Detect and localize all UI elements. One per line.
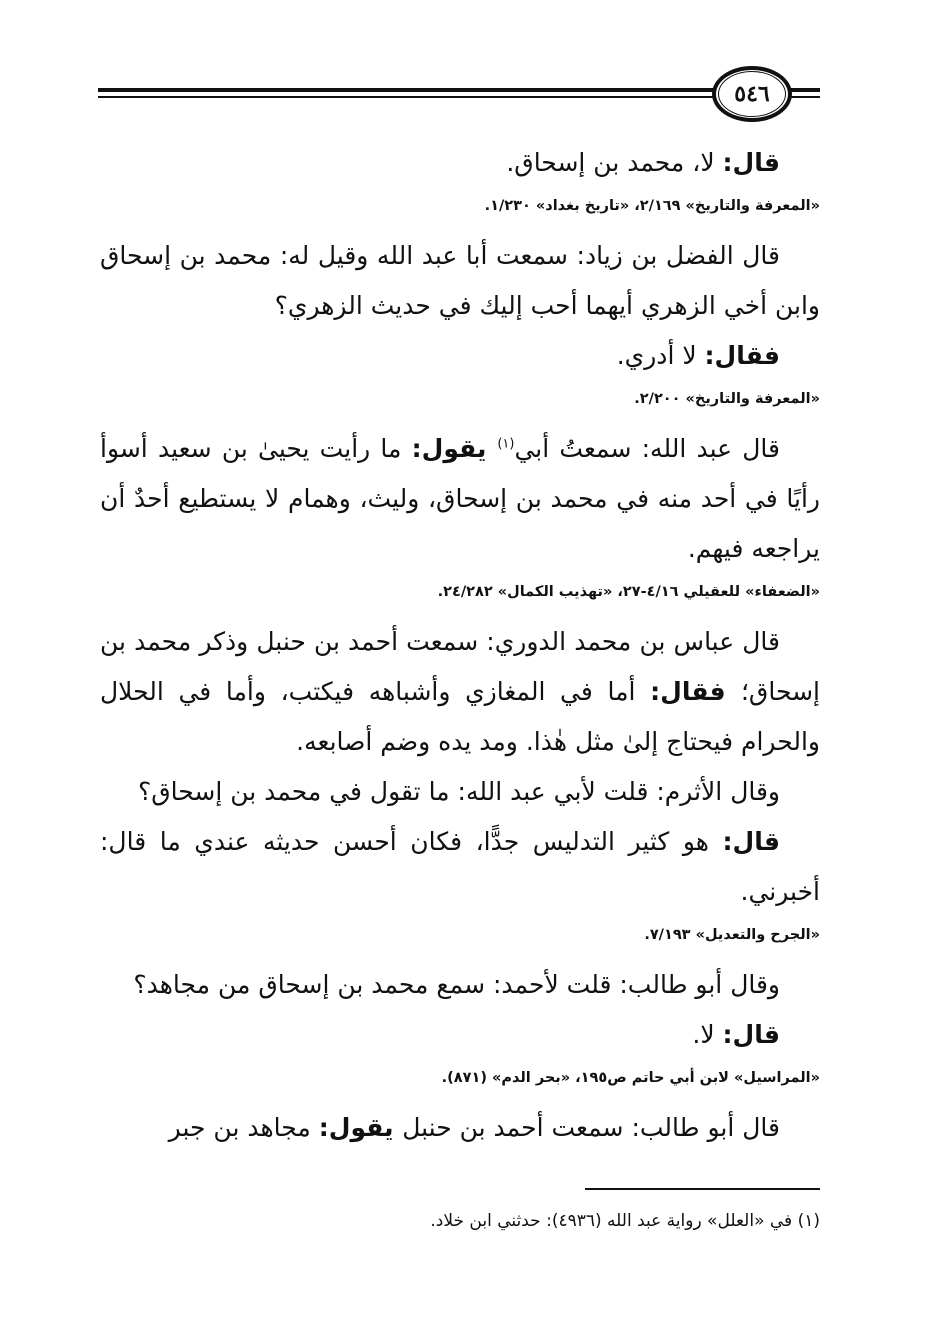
paragraph-text: لا. bbox=[692, 1020, 723, 1049]
speech-lead: يقول: bbox=[411, 434, 498, 463]
speech-lead: يقول: bbox=[318, 1113, 403, 1142]
paragraph-intro: قال عبد الله: سمعتُ أبي bbox=[514, 434, 780, 463]
paragraph-text: لا أدري. bbox=[616, 341, 705, 370]
paragraph-text: وقال أبو طالب: قلت لأحمد: سمع محمد بن إسحاق من مجاهد؟ bbox=[133, 970, 780, 999]
source-citation bbox=[100, 1068, 820, 1088]
source-citation bbox=[100, 582, 820, 602]
paragraph-intro: قال عباس بن محمد الدوري: سمعت أحمد بن حنبل وذكر محمد بن إسحاق؛ bbox=[100, 627, 820, 706]
page-number: ٥٤٦ bbox=[712, 66, 792, 122]
source-citation bbox=[100, 196, 820, 216]
paragraph-intro: قال أبو طالب: سمعت أحمد بن حنبل bbox=[402, 1113, 780, 1142]
header-rule-thin bbox=[98, 96, 715, 98]
source-citation bbox=[100, 389, 820, 409]
footnote: (١) في «العلل» رواية عبد الله (٤٩٣٦): حدثني ابن خلاد. bbox=[430, 1211, 820, 1231]
paragraph-text: مجاهد بن جبر bbox=[168, 1113, 319, 1142]
paragraph-text: هو كثير التدليس جدًّا، فكان أحسن حديثه عندي ما قال: أخبرني. bbox=[100, 827, 820, 906]
source-text: «المراسيل» لابن أبي حاتم ص١٩٥، «بحر الدم» (٨٧١). bbox=[441, 1070, 820, 1086]
page-number-ring bbox=[718, 71, 786, 117]
speech-lead: قال: bbox=[722, 148, 780, 177]
source-citation bbox=[100, 925, 820, 945]
paragraph-text: أما في المغازي وأشباهه فيكتب، وأما في الحلال والحرام فيحتاج إلىٰ مثل هٰذا. ومد يده وضم أصابعه. bbox=[100, 677, 820, 756]
paragraph bbox=[100, 617, 820, 767]
paragraph bbox=[100, 231, 820, 331]
header-rule-thick-right bbox=[790, 88, 820, 92]
paragraph bbox=[100, 1103, 820, 1153]
footnote-separator bbox=[585, 1188, 820, 1190]
paragraph bbox=[100, 767, 820, 817]
speech-lead: قال: bbox=[722, 1020, 780, 1049]
speech-lead: فقال: bbox=[704, 341, 780, 370]
header-rule-thick bbox=[98, 88, 715, 92]
source-text: «المعرفة والتاريخ» ٢/٢٠٠. bbox=[634, 391, 820, 407]
paragraph bbox=[100, 817, 820, 917]
source-text: «المعرفة والتاريخ» ٢/١٦٩، «تاريخ بغداد» ١/٢٣٠. bbox=[484, 198, 820, 214]
paragraph bbox=[100, 331, 820, 381]
source-text: «الضعفاء» للعقيلي ٤/١٦-٢٧، «تهذيب الكمال» ٢٤/٢٨٢. bbox=[437, 584, 820, 600]
paragraph bbox=[100, 424, 820, 574]
paragraph bbox=[100, 1010, 820, 1060]
paragraph-text: وقال الأثرم: قلت لأبي عبد الله: ما تقول في محمد بن إسحاق؟ bbox=[137, 777, 780, 806]
paragraph-text: ما رأيت يحيىٰ بن سعيد أسوأ رأيًا في أحد منه في محمد بن إسحاق، وليث، وهمام لا يستطيع أحدٌ أن يراجعه فيهم. bbox=[100, 434, 820, 563]
paragraph-text: قال الفضل بن زياد: سمعت أبا عبد الله وقيل له: محمد بن إسحاق وابن أخي الزهري أيهما أحب إليك في حديث الزهري؟ bbox=[100, 241, 820, 320]
paragraph bbox=[100, 138, 820, 188]
speech-lead: قال: bbox=[722, 827, 780, 856]
speech-lead: فقال: bbox=[650, 677, 741, 706]
header-rule-thin-right bbox=[790, 96, 820, 98]
footnote-ref: (١) bbox=[497, 436, 515, 452]
main-text bbox=[100, 138, 820, 1153]
paragraph-text: لا، محمد بن إسحاق. bbox=[506, 148, 723, 177]
paragraph bbox=[100, 960, 820, 1010]
source-text: «الجرح والتعديل» ٧/١٩٣. bbox=[644, 927, 820, 943]
